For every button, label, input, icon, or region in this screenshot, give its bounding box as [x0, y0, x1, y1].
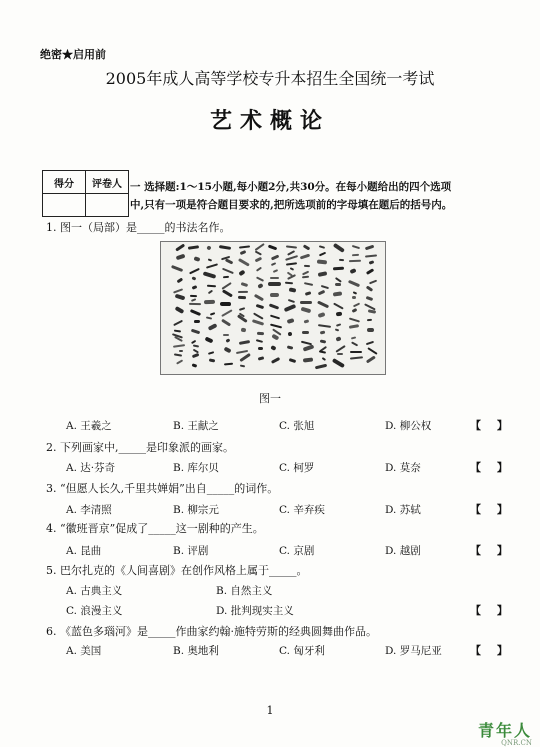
calligraphy-stroke [302, 244, 310, 250]
calligraphy-stroke [223, 334, 229, 336]
calligraphy-stroke [256, 266, 263, 272]
calligraphy-stroke [268, 282, 281, 286]
question-4-stem: 4. “徽班晋京”促成了_____这一剧种的产生。 [46, 522, 264, 535]
calligraphy-stroke [205, 337, 214, 344]
calligraphy-stroke [173, 289, 183, 294]
calligraphy-stroke [171, 265, 184, 273]
q2-option-c[interactable]: C. 柯罗 [279, 462, 315, 474]
calligraphy-stroke [336, 345, 346, 352]
secret-mark: 绝密★启用前 [40, 48, 106, 61]
calligraphy-stroke [320, 285, 328, 289]
calligraphy-stroke [257, 283, 263, 289]
calligraphy-stroke [237, 315, 247, 323]
calligraphy-stroke [273, 269, 278, 273]
q6-answer-bracket[interactable]: 【 】 [470, 644, 508, 657]
figure-caption: 图一 [259, 392, 281, 405]
calligraphy-stroke [224, 362, 233, 365]
q6-option-b[interactable]: B. 奥地利 [173, 645, 219, 657]
q1-option-d[interactable]: D. 柳公权 [385, 420, 432, 432]
calligraphy-stroke [222, 309, 234, 317]
calligraphy-stroke [222, 289, 233, 297]
calligraphy-stroke [333, 243, 345, 253]
q4-option-b[interactable]: B. 评剧 [173, 545, 209, 557]
calligraphy-stroke [349, 324, 359, 329]
calligraphy-stroke [193, 256, 200, 262]
q5-option-b[interactable]: B. 自然主义 [216, 585, 273, 597]
calligraphy-stroke [287, 274, 296, 280]
calligraphy-stroke [303, 344, 315, 351]
calligraphy-stroke [251, 320, 264, 327]
calligraphy-stroke [238, 258, 250, 266]
calligraphy-stroke [367, 328, 374, 332]
q4-answer-bracket[interactable]: 【 】 [470, 544, 508, 557]
calligraphy-stroke [271, 262, 277, 266]
calligraphy-stroke [219, 245, 232, 250]
q1-option-c[interactable]: C. 张旭 [279, 420, 315, 432]
calligraphy-stroke [303, 358, 314, 363]
calligraphy-stroke [352, 254, 359, 256]
calligraphy-stroke [191, 353, 199, 358]
calligraphy-stroke [241, 282, 248, 286]
calligraphy-stroke [300, 301, 312, 304]
calligraphy-stroke [270, 277, 279, 279]
calligraphy-stroke [338, 258, 343, 261]
q5-option-c[interactable]: C. 浪漫主义 [66, 605, 123, 617]
calligraphy-stroke [317, 271, 327, 277]
calligraphy-stroke [174, 293, 185, 300]
calligraphy-stroke [254, 294, 264, 301]
calligraphy-stroke [317, 259, 328, 264]
calligraphy-stroke [191, 298, 197, 301]
calligraphy-stroke [349, 268, 356, 274]
calligraphy-stroke [351, 337, 356, 340]
calligraphy-stroke [255, 243, 265, 251]
calligraphy-stroke [286, 245, 297, 248]
exam-title: 2005年成人高等学校专升本招生全国统一考试 [105, 69, 435, 88]
calligraphy-stroke [319, 351, 326, 354]
calligraphy-stroke [189, 303, 201, 305]
calligraphy-stroke [365, 245, 374, 250]
calligraphy-stroke [175, 243, 185, 251]
calligraphy-stroke [316, 300, 329, 308]
calligraphy-stroke [223, 276, 229, 279]
calligraphy-stroke [322, 357, 326, 361]
calligraphy-stroke [349, 260, 361, 263]
calligraphy-stroke [210, 312, 215, 315]
calligraphy-stroke [302, 270, 309, 274]
calligraphy-stroke [336, 323, 342, 326]
calligraphy-stroke [317, 290, 325, 296]
q2-answer-bracket[interactable]: 【 】 [470, 461, 508, 474]
calligraphy-stroke [253, 312, 263, 319]
calligraphy-stroke [189, 267, 200, 274]
calligraphy-stroke [285, 255, 298, 260]
calligraphy-stroke [208, 290, 213, 294]
q2-option-b[interactable]: B. 库尔贝 [173, 462, 219, 474]
calligraphy-stroke [241, 327, 247, 332]
calligraphy-stroke [333, 291, 342, 296]
q5-option-a[interactable]: A. 古典主义 [66, 585, 123, 597]
question-3-stem: 3. “但愿人长久,千里共婵娟”出自_____的词作。 [46, 482, 279, 495]
calligraphy-stroke [350, 356, 363, 360]
calligraphy-stroke [256, 339, 263, 342]
calligraphy-stroke [208, 323, 218, 330]
calligraphy-stroke [335, 329, 340, 332]
calligraphy-stroke [365, 268, 374, 275]
q5-answer-bracket[interactable]: 【 】 [470, 604, 508, 617]
calligraphy-stroke [319, 251, 326, 256]
q5-option-d[interactable]: D. 批判现实主义 [216, 605, 294, 617]
calligraphy-stroke [332, 358, 345, 368]
calligraphy-stroke [206, 316, 212, 319]
calligraphy-stroke [270, 315, 280, 320]
calligraphy-stroke [366, 341, 374, 346]
section-line-1: 一 选择题:1～15小题,每小题2分,共30分。在每小题给出的四个选项 [130, 181, 452, 193]
calligraphy-stroke [286, 262, 297, 265]
grader-header: 评卷人 [86, 171, 129, 194]
calligraphy-stroke [320, 330, 326, 334]
calligraphy-stroke [204, 299, 215, 303]
calligraphy-stroke [349, 318, 360, 323]
calligraphy-stroke [289, 358, 296, 363]
q3-option-d[interactable]: D. 苏轼 [385, 504, 421, 516]
section-line-2: 中,只有一项是符合题目要求的,把所选项前的字母填在题后的括号内。 [130, 199, 453, 211]
q3-answer-bracket[interactable]: 【 】 [470, 503, 508, 516]
calligraphy-stroke [207, 258, 211, 261]
calligraphy-stroke [300, 307, 311, 313]
calligraphy-stroke [350, 351, 362, 353]
calligraphy-stroke [190, 295, 197, 297]
logo-url: QNR.CN [501, 739, 532, 747]
calligraphy-stroke [302, 331, 309, 334]
calligraphy-stroke [188, 245, 199, 250]
calligraphy-stroke [290, 267, 294, 270]
calligraphy-stroke [336, 336, 342, 341]
q3-option-a[interactable]: A. 李清照 [66, 504, 112, 516]
calligraphy-stroke [333, 266, 344, 270]
calligraphy-figure [160, 241, 386, 375]
calligraphy-stroke [300, 254, 311, 260]
calligraphy-stroke [287, 251, 295, 256]
calligraphy-stroke [320, 339, 326, 343]
calligraphy-stroke [176, 253, 186, 259]
calligraphy-stroke [367, 347, 377, 354]
calligraphy-stroke [238, 291, 248, 293]
calligraphy-stroke [179, 350, 183, 352]
calligraphy-stroke [209, 358, 216, 362]
calligraphy-stroke [238, 269, 245, 276]
page-number: 1 [266, 704, 274, 717]
calligraphy-stroke [353, 303, 360, 307]
calligraphy-stroke [305, 291, 312, 295]
calligraphy-stroke [304, 282, 313, 286]
q4-option-c[interactable]: C. 京剧 [279, 545, 315, 557]
calligraphy-stroke [284, 304, 297, 312]
calligraphy-stroke [335, 282, 341, 285]
score-header: 得分 [43, 171, 86, 194]
calligraphy-stroke [287, 299, 294, 303]
logo-text: 青年人 [477, 721, 532, 740]
calligraphy-stroke [335, 277, 342, 282]
calligraphy-stroke [257, 331, 264, 334]
calligraphy-stroke [268, 244, 278, 250]
calligraphy-stroke [270, 323, 282, 328]
watermark-logo [478, 718, 532, 747]
calligraphy-stroke [333, 303, 343, 310]
score-table [42, 170, 129, 217]
calligraphy-stroke [239, 307, 245, 311]
calligraphy-stroke [206, 285, 215, 287]
calligraphy-stroke [270, 293, 279, 297]
grader-cell[interactable] [86, 194, 129, 217]
calligraphy-stroke [318, 245, 324, 248]
question-2-stem: 2. 下列画家中,_____是印象派的画家。 [46, 441, 234, 454]
calligraphy-stroke [191, 339, 196, 343]
q1-answer-bracket[interactable]: 【 】 [470, 419, 508, 432]
calligraphy-stroke [220, 302, 231, 306]
calligraphy-stroke [191, 276, 196, 280]
calligraphy-stroke [191, 285, 196, 289]
calligraphy-stroke [173, 344, 185, 347]
calligraphy-stroke [318, 324, 331, 328]
calligraphy-stroke [236, 350, 248, 354]
calligraphy-stroke [206, 245, 212, 250]
calligraphy-stroke [270, 345, 276, 350]
calligraphy-stroke [353, 291, 357, 294]
calligraphy-stroke [239, 250, 246, 255]
calligraphy-stroke [287, 318, 295, 324]
calligraphy-stroke [304, 265, 310, 267]
calligraphy-stroke [174, 329, 181, 331]
calligraphy-stroke [173, 320, 182, 326]
calligraphy-stroke [366, 296, 373, 301]
calligraphy-stroke [239, 353, 251, 362]
calligraphy-stroke [254, 256, 262, 262]
calligraphy-stroke [335, 311, 341, 315]
q3-option-c[interactable]: C. 辛弃疾 [279, 504, 325, 516]
calligraphy-stroke [221, 319, 231, 327]
calligraphy-stroke [352, 308, 358, 313]
calligraphy-stroke [365, 254, 377, 257]
calligraphy-stroke [366, 286, 373, 292]
calligraphy-stroke [367, 319, 372, 322]
q4-option-d[interactable]: D. 越剧 [385, 545, 421, 557]
calligraphy-stroke [223, 268, 235, 274]
calligraphy-stroke [269, 303, 279, 309]
calligraphy-stroke [270, 254, 278, 260]
calligraphy-stroke [177, 277, 183, 283]
calligraphy-stroke [272, 334, 279, 340]
calligraphy-stroke [318, 312, 326, 318]
question-5-stem: 5. 巴尔扎克的《人间喜剧》在创作风格上属于_____。 [46, 564, 308, 577]
q3-option-b[interactable]: B. 柳宗元 [173, 504, 219, 516]
calligraphy-stroke [348, 280, 360, 288]
calligraphy-stroke [351, 341, 359, 347]
calligraphy-stroke [239, 341, 250, 346]
calligraphy-stroke [224, 258, 233, 265]
calligraphy-stroke [174, 306, 184, 314]
calligraphy-stroke [304, 319, 309, 324]
calligraphy-stroke [352, 245, 360, 249]
score-cell[interactable] [43, 194, 86, 217]
q4-option-a[interactable]: A. 昆曲 [66, 545, 102, 557]
calligraphy-stroke [255, 251, 262, 256]
calligraphy-stroke [176, 359, 183, 364]
calligraphy-stroke [271, 357, 280, 363]
calligraphy-stroke [226, 338, 231, 343]
calligraphy-stroke [208, 351, 214, 354]
calligraphy-stroke [194, 320, 200, 323]
calligraphy-stroke [302, 276, 309, 278]
calligraphy-stroke [285, 282, 294, 284]
question-6-stem: 6. 《蓝色多瑙河》是_____作曲家约翰·施特劳斯的经典圆舞曲作品。 [46, 625, 377, 638]
calligraphy-stroke [257, 357, 263, 361]
section-instructions [130, 178, 510, 214]
calligraphy-stroke [289, 287, 296, 292]
q6-option-c[interactable]: C. 匈牙利 [279, 645, 325, 657]
q6-option-d[interactable]: D. 罗马尼亚 [385, 645, 442, 657]
calligraphy-stroke [239, 245, 250, 248]
calligraphy-stroke [368, 260, 373, 264]
calligraphy-stroke [190, 309, 201, 316]
calligraphy-stroke [366, 355, 376, 363]
q2-option-a[interactable]: A. 达·芬奇 [66, 462, 116, 474]
calligraphy-stroke [256, 276, 264, 281]
calligraphy-stroke [224, 347, 232, 354]
calligraphy-stroke [288, 331, 293, 336]
q2-option-d[interactable]: D. 莫奈 [385, 462, 421, 474]
subject-title: 艺术概论 [209, 108, 330, 134]
calligraphy-stroke [256, 304, 264, 309]
calligraphy-stroke [369, 280, 377, 284]
calligraphy-stroke [240, 365, 246, 368]
calligraphy-stroke [287, 346, 294, 351]
calligraphy-stroke [192, 364, 197, 368]
calligraphy-stroke [193, 344, 199, 347]
calligraphy-stroke [203, 272, 216, 279]
q6-option-a[interactable]: A. 美国 [66, 645, 102, 657]
q1-option-b[interactable]: B. 王献之 [173, 420, 219, 432]
calligraphy-stroke [238, 296, 247, 300]
calligraphy-stroke [191, 328, 201, 334]
q1-option-a[interactable]: A. 王羲之 [66, 420, 112, 432]
calligraphy-stroke [368, 310, 376, 314]
question-1-stem: 1. 图一（局部）是_____的书法名作。 [46, 221, 231, 234]
calligraphy-stroke [258, 347, 263, 350]
calligraphy-stroke [337, 353, 343, 355]
calligraphy-stroke [206, 263, 218, 268]
calligraphy-stroke [352, 296, 356, 299]
calligraphy-stroke [315, 363, 328, 369]
calligraphy-stroke [174, 353, 182, 356]
